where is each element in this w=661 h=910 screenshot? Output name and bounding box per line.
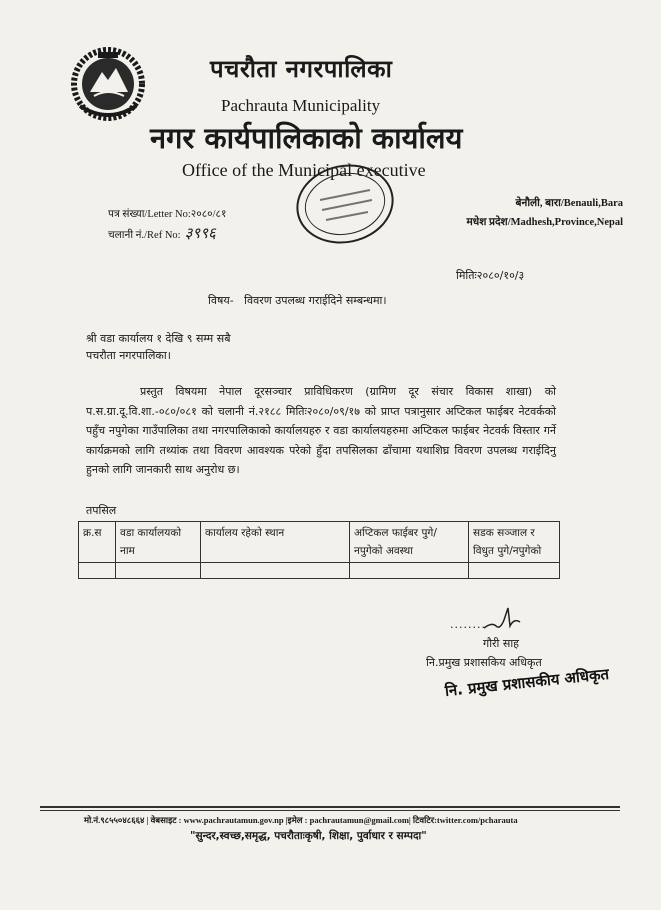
table-header-location: कार्यालय रहेको स्थान (201, 522, 350, 563)
letter-number (108, 207, 226, 221)
office-seal-stamp (290, 160, 400, 248)
address-line-2: मधेश प्रदेश/Madhesh,Province,Nepal (466, 217, 623, 228)
footer-contact-info: मो.नं.९८५५०४८६६४ | वेबसाइट : www.pachrautamun.gov.np |इमेल : pachrautamun@gmail.com| टिवटिर:twitter.com/pcharauta (84, 815, 518, 825)
footer-divider-thick (40, 806, 620, 808)
table-header-row (79, 522, 560, 563)
letter-body: प्रस्तुत विषयमा नेपाल दूरसञ्चार प्राविधिकरण (ग्रामिण दूर संचार विकास शाखा) को प.स.ग्रा.दू.वि.शा.-०८०/०८१ को चलानी नं.२१८८ मितिः२०८०/०९/१७ को प्राप्त पत्रानुसार अप्टिकल फाईबर नेटवर्कको पहुँच नपुगेका गाउँपालिका तथा नगरपालिकाको कार्यालयहरु र वडा कार्यालयहरुमा अप्टिकल फाईबर नेटवर्क विस्तार गर्ने कार्यक्रमको लागि तथ्यांक तथा विवरण आवश्यक परेको हुँदा तपसिलका ढाँचामा यथाशिघ्र विवरण उपलब्ध गराईदिनु हुनको लागि जानकारी साथ अनुरोध छ। (86, 385, 556, 477)
reference-number-label: चलानी नं./Ref No: (108, 230, 181, 241)
handwritten-signature (482, 604, 522, 634)
signatory-name: गौरी साह (483, 637, 520, 650)
address-line-1: बेनौली, बारा/Benauli,Bara (515, 198, 623, 209)
reference-number (108, 223, 216, 243)
table-cell (469, 563, 560, 579)
letter-number-value: २०८०/८१ (190, 209, 227, 220)
office-name-nepali: नगर कार्यपालिकाको कार्यालय (150, 121, 463, 155)
table-header-serial: क्र.स (79, 522, 116, 563)
recipient-line-1: श्री वडा कार्यालय १ देखि ९ सम्म सबै (86, 332, 231, 345)
footer-motto: "सुन्दर,स्वच्छ,समृद्ध, पचरौताःकृषी, शिक्षा, पुर्वाधार र सम्पदा" (190, 830, 427, 842)
office-name-english: Office of the Municipal executive (182, 160, 426, 180)
signature-line: ........ (450, 618, 486, 631)
municipality-emblem (68, 46, 148, 122)
letter-date: मितिः२०८०/१०/३ (456, 269, 525, 282)
ward-details-table (78, 521, 560, 579)
recipient-line-2: पचरौता नगरपालिका। (86, 349, 171, 362)
letter-subject: विषय- विवरण उपलब्ध गराईदिने सम्बन्धमा। (208, 294, 387, 307)
designation-stamp: नि. प्रमुख प्रशासकीय अधिकृत (444, 664, 610, 701)
table-header-ward-office: वडा कार्यालयको नाम (116, 522, 201, 563)
table-cell (79, 563, 116, 579)
table-header-fiber-status: अप्टिकल फाईबर पुगे/नपुगेको अवस्था (350, 522, 469, 563)
signatory-title: नि.प्रमुख प्रशासकिय अधिकृत (426, 656, 542, 669)
municipality-name-english: Pachrauta Municipality (221, 96, 381, 115)
table-cell (201, 563, 350, 579)
table-cell (350, 563, 469, 579)
reference-number-value: ३९९६ (184, 224, 216, 242)
municipality-name-nepali: पचरौता नगरपालिका (210, 54, 393, 83)
table-row-empty (79, 563, 560, 579)
table-cell (116, 563, 201, 579)
footer-divider-thin (40, 810, 620, 811)
letter-number-label: पत्र संख्या/Letter No: (108, 209, 191, 220)
appendix-label: तपसिल (86, 504, 117, 517)
table-header-road-electricity: सडक सञ्जाल र विधुत पुगे/नपुगेको (469, 522, 560, 563)
